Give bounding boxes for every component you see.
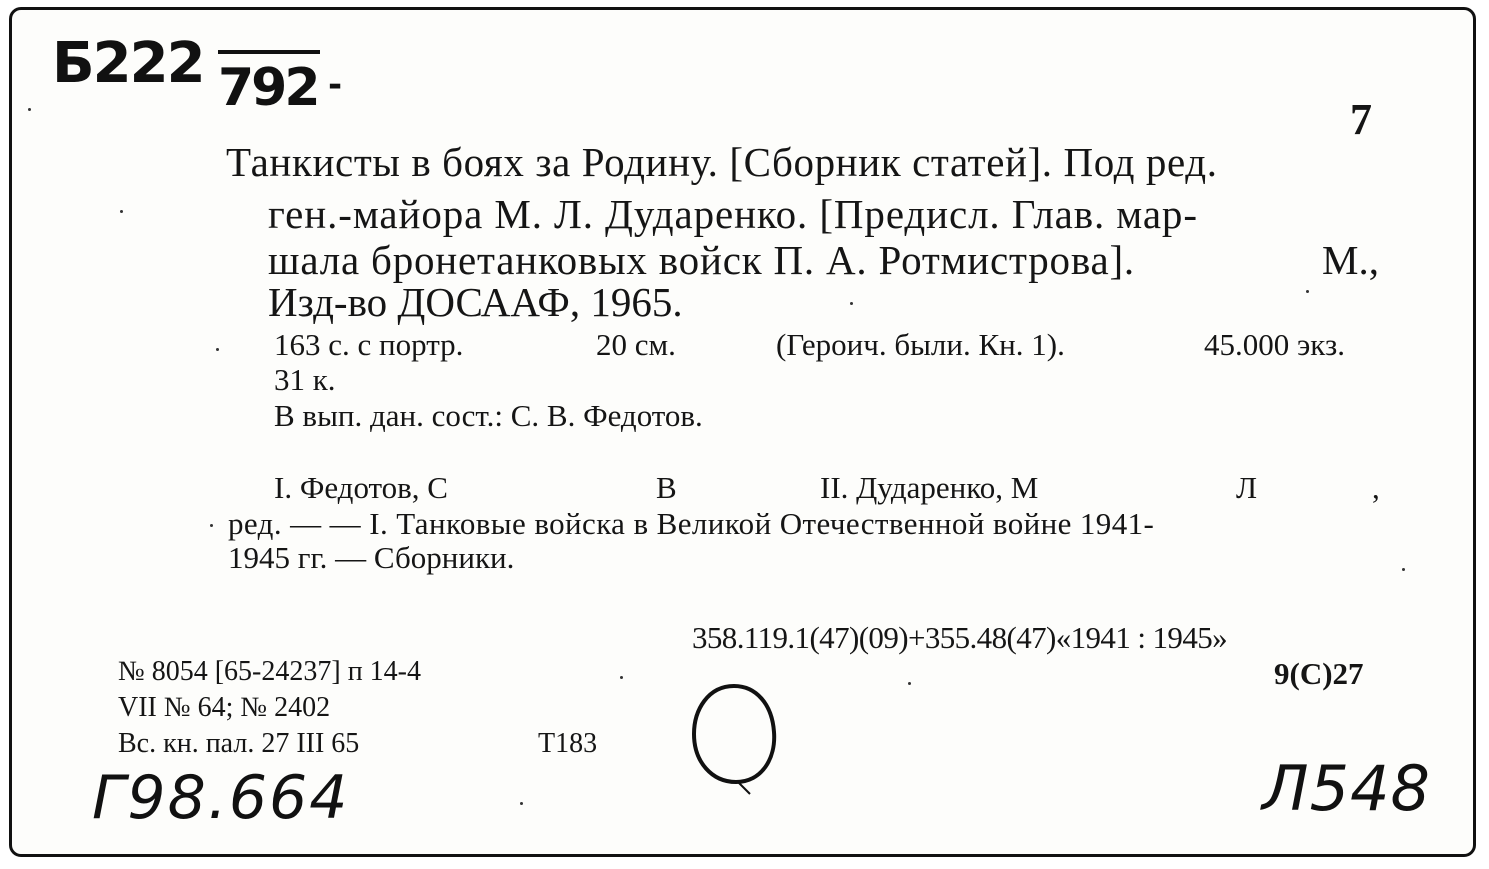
udc-index: 358.119.1(47)(09)+355.48(47)«1941 : 1945»	[692, 620, 1228, 655]
speck	[850, 302, 853, 305]
speck	[908, 682, 911, 685]
tracing-2-initial: Л	[1236, 470, 1258, 505]
copies: 45.000 экз.	[1204, 327, 1345, 362]
compiler-note: В вып. дан. сост.: С. В. Федотов.	[274, 398, 703, 433]
tracing-line-2: ред. — — I. Танковые войска в Великой Отечественной войне 1941-	[228, 506, 1155, 541]
tracing-2-name: II. Дударенко, М	[820, 470, 1039, 505]
shelf-mark-main: Б222	[52, 31, 204, 96]
handwritten-inventory-left: Г98.664	[92, 763, 350, 833]
series: (Героич. были. Кн. 1).	[776, 327, 1065, 362]
title-line-1: Танкисты в боях за Родину. [Сборник статей]. Под ред.	[226, 139, 1218, 185]
price: 31 к.	[274, 362, 336, 397]
handwritten-inventory-right: Л548	[1262, 752, 1431, 825]
pages: 163 с. с портр.	[274, 327, 464, 362]
shelf-mark-fraction: 792	[218, 58, 318, 118]
bbk-index: 9(С)27	[1274, 656, 1364, 691]
print-info-2: VII № 64; № 2402	[118, 692, 331, 723]
speck	[210, 524, 213, 527]
speck	[120, 210, 123, 213]
shelf-mark-overline	[218, 50, 320, 54]
speck	[216, 348, 219, 351]
card-number: 7	[1350, 95, 1372, 144]
speck	[520, 802, 523, 805]
tracing-comma: ,	[1372, 470, 1380, 505]
tracing-1-name: I. Федотов, С	[274, 470, 448, 505]
title-line-3: шала бронетанковых войск П. А. Ротмистрова].	[268, 237, 1135, 283]
size: 20 см.	[596, 327, 676, 362]
speck	[620, 676, 623, 679]
stamp-circle	[690, 682, 780, 802]
print-code: Т183	[538, 728, 598, 759]
shelf-mark-dash: -	[328, 65, 343, 105]
speck	[1306, 290, 1309, 293]
print-info-1: № 8054 [65-24237] п 14-4	[118, 656, 421, 687]
tracing-1-initial: В	[656, 470, 677, 505]
speck	[28, 108, 31, 111]
speck	[1402, 568, 1405, 571]
title-line-4: Изд-во ДОСААФ, 1965.	[268, 279, 683, 325]
place-of-publication: М.,	[1322, 237, 1379, 283]
title-line-2: ген.-майора М. Л. Дударенко. [Предисл. Глав. мар-	[268, 191, 1198, 237]
print-info-3: Вс. кн. пал. 27 III 65	[118, 728, 360, 759]
tracing-line-3: 1945 гг. — Сборники.	[228, 540, 515, 575]
shelf-mark	[52, 31, 204, 96]
